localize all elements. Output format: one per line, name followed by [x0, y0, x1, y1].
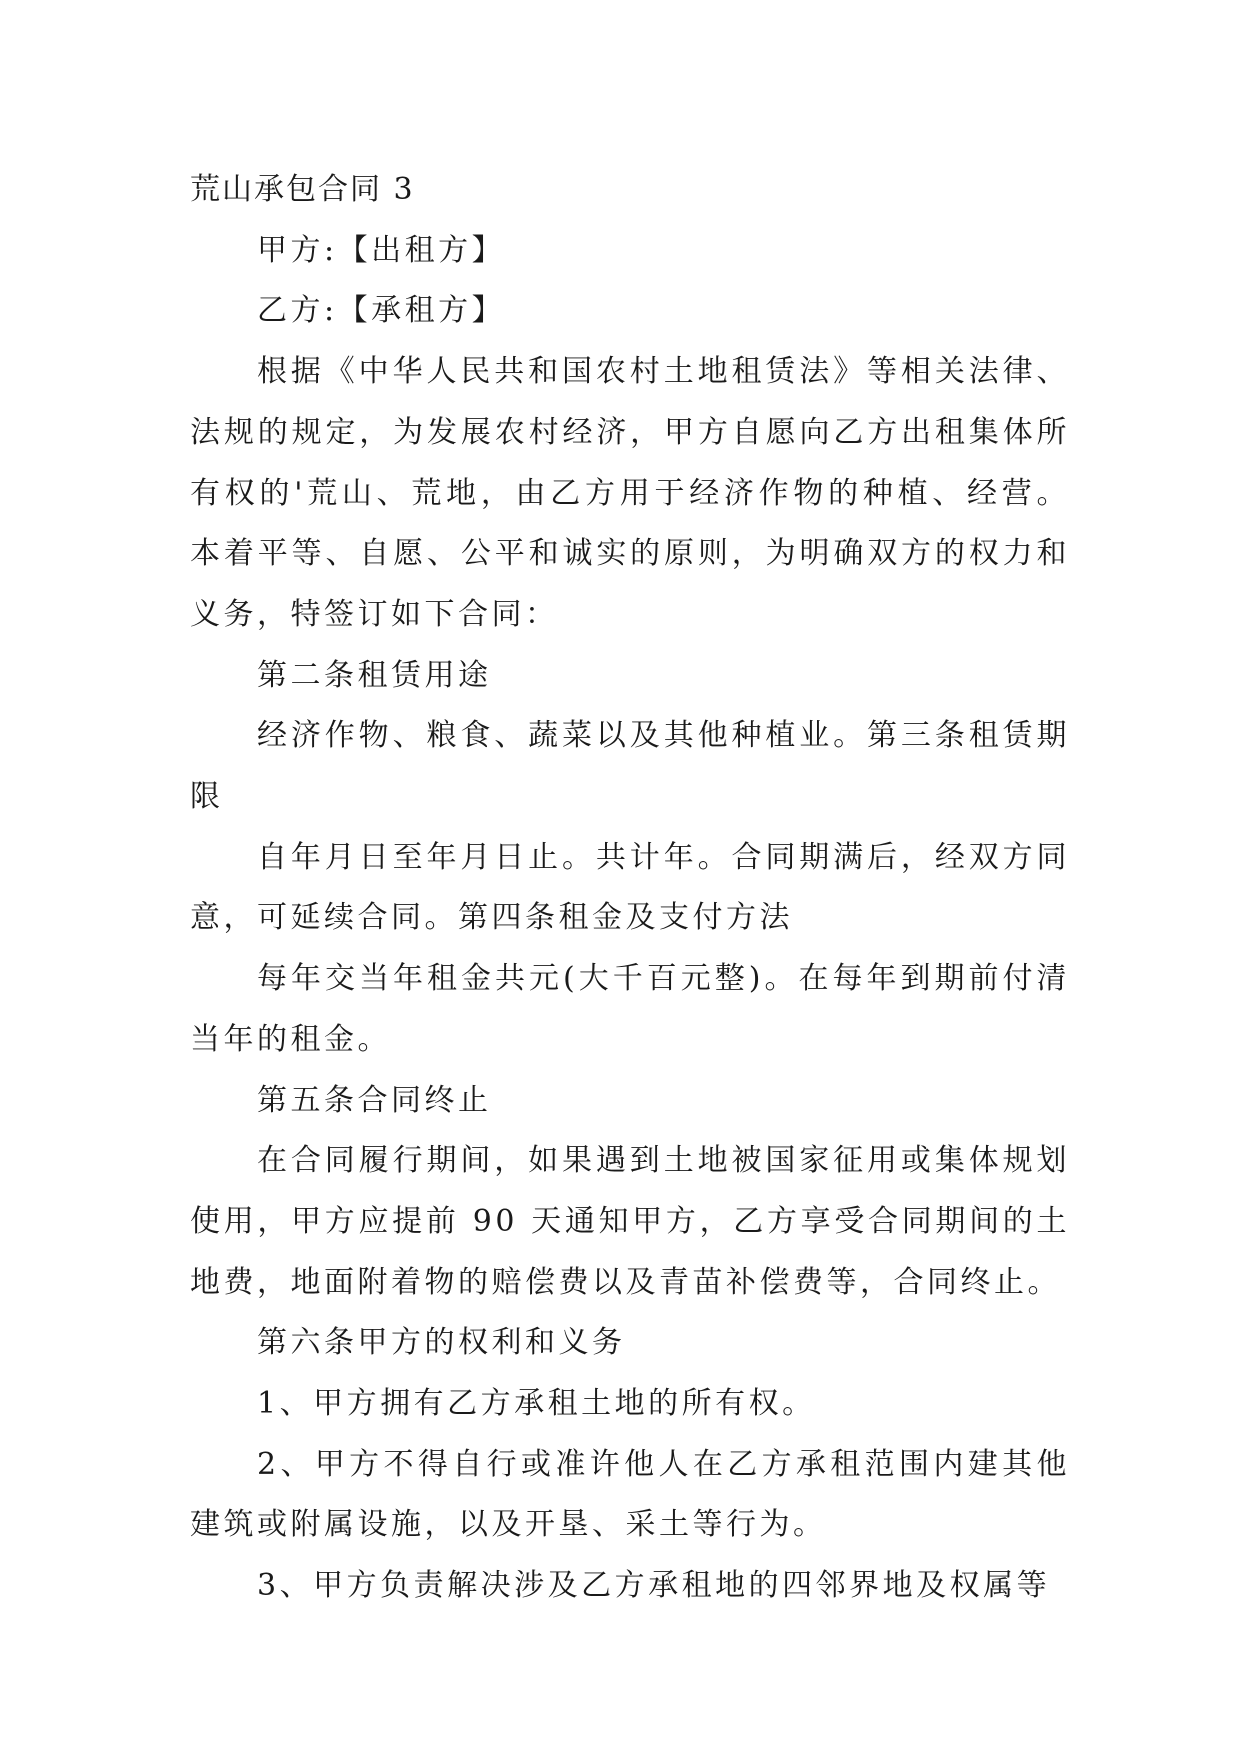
article-3-body: 自年月日至年月日止。共计年。合同期满后，经双方同意，可延续合同。第四条租金及支付方法: [190, 839, 1070, 936]
article-6-item-2: 2、甲方不得自行或准许他人在乙方承租范围内建其他建筑或附属设施，以及开垦、采土等行为。: [190, 1446, 1070, 1543]
party-a-line: 甲方:【出租方】: [257, 232, 506, 268]
document-body: [190, 160, 1070, 1617]
article-6-item-1: 1、甲方拥有乙方承租土地的所有权。: [257, 1386, 816, 1422]
party-b-line: 乙方:【承租方】: [257, 293, 506, 329]
article-6-heading: 第六条甲方的权利和义务: [257, 1325, 626, 1361]
article-5-heading: 第五条合同终止: [257, 1082, 492, 1118]
article-5-body: 在合同履行期间，如果遇到土地被国家征用或集体规划使用，甲方应提前 90 天通知甲方，乙方享受合同期间的土地费，地面附着物的赔偿费以及青苗补偿费等，合同终止。: [190, 1143, 1070, 1300]
article-2-heading: 第二条租赁用途: [257, 657, 492, 693]
article-6-item-3: 3、甲方负责解决涉及乙方承租地的四邻界地及权属等: [257, 1568, 1051, 1604]
article-2-body: 经济作物、粮食、蔬菜以及其他种植业。第三条租赁期限: [190, 718, 1070, 815]
preamble-paragraph: 根据《中华人民共和国农村土地租赁法》等相关法律、法规的规定，为发展农村经济，甲方自愿向乙方出租集体所有权的'荒山、荒地，由乙方用于经济作物的种植、经营。本着平等、自愿、公平和诚实的原则，为明确双方的权力和义务，特签订如下合同：: [190, 354, 1070, 632]
article-4-body: 每年交当年租金共元(大千百元整)。在每年到期前付清当年的租金。: [190, 961, 1070, 1057]
document-title: 荒山承包合同 3: [190, 172, 415, 207]
